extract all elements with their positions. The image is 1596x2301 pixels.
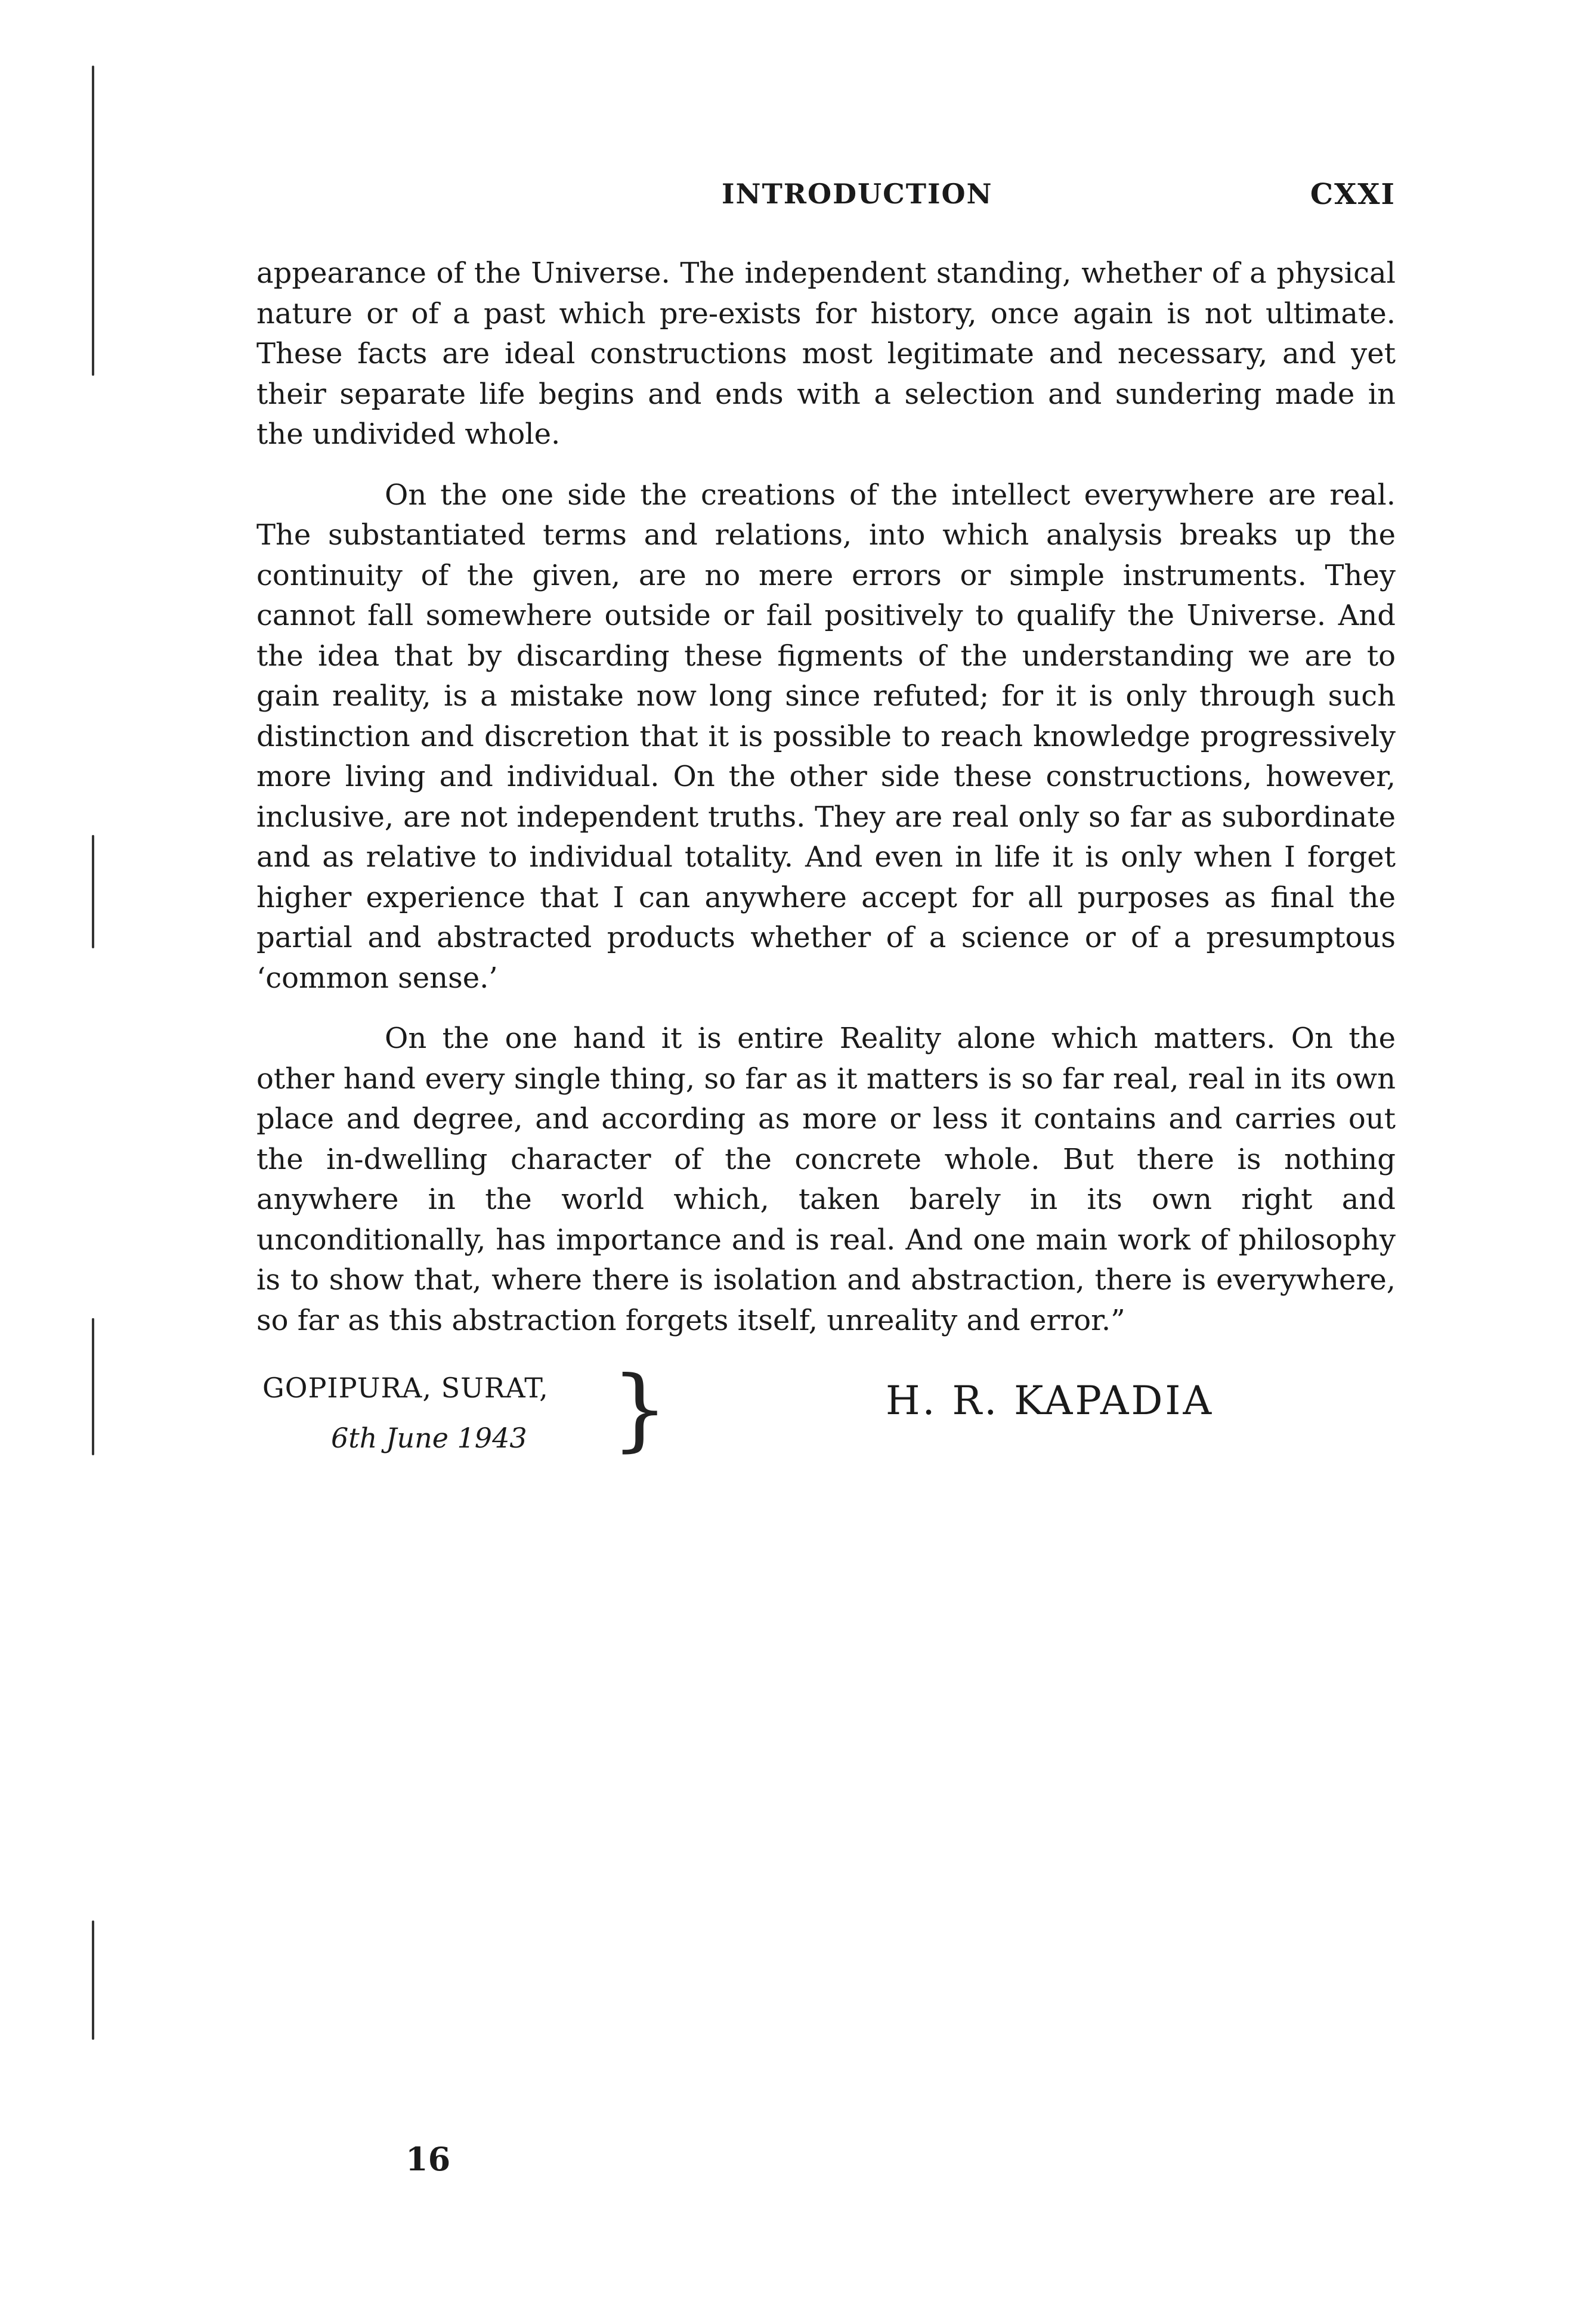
paragraph-3: On the one hand it is entire Reality alone which matters. On the other hand every single thing, so far as it matters is so far real, real in its own place and degree, and according as more or less it contains and carries out the in-dwelling character of the concrete whole. But there is nothing anywhere in the world which, taken barely in its own right and unconditionally, has importance and is real. And one main work of philosophy is to show that, where there is isolation and abstraction, there is everywhere, so far as this abstraction forgets itself, unreality and error.” [256,1022,1396,1337]
running-title: INTRODUCTION [722,178,993,210]
scan-margin-mark [92,1318,94,1455]
sheet-number: 16 [406,2140,451,2178]
body-text [256,253,1396,1361]
paragraph-1: appearance of the Universe. The independent standing, whether of a physical nature or of a past which pre-exists for history, once again is not ultimate. These facts are ideal constructions most legitimate and necessary, and yet their separate life begins and ends with a selection and sundering made in the undivided whole. [256,256,1396,451]
scan-margin-mark [92,66,94,376]
paragraph-2: On the one side the creations of the intellect everywhere are real. The substantiated terms and relations, into which analysis breaks up the continuity of the given, are no mere errors or simple instruments. They cannot fall somewhere outside or fail positively to qualify the Universe. And the idea that by discarding these figments of the understanding we are to gain reality, is a mistake now long since refuted; for it is only through such distinction and discretion that it is possible to reach knowledge progressively more living and individual. On the other side these constructions, however, inclusive, are not independent truths. They are real only so far as subordinate and as relative to individual totality. And even in life it is only when I forget higher experience that I can anywhere accept for all purposes as final the partial and abstracted products whether of a science or of a presumptous ‘common sense.’ [256,478,1396,995]
right-brace-icon: } [611,1357,669,1461]
author-name: H. R. KAPADIA [886,1378,1214,1424]
page-header [256,178,1396,219]
page-number: CXXI [1310,178,1396,211]
scan-margin-mark [92,1920,94,2040]
signature-block [262,1357,1396,1479]
signature-place: GOPIPURA, SURAT, [262,1372,549,1404]
signature-date: 6th June 1943 [331,1422,527,1454]
scan-margin-mark [92,835,94,948]
